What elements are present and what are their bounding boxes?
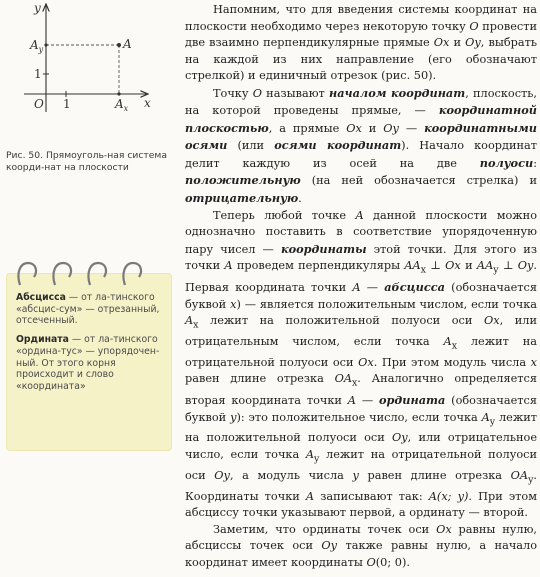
vocabulary-note: [6, 273, 172, 451]
caption-text: Прямоуголь-ная система коорди-нат на плоскости: [6, 150, 167, 173]
term-axes-of-coordinates: осями координат: [274, 138, 402, 153]
figure-caption: [6, 150, 171, 173]
ay-label: $A_y$: [30, 38, 44, 54]
x-axis-label: x: [144, 96, 151, 110]
paragraph-2: Точку O называют началом координат, плоскость, на которой проведены прямые, — координатной плоскостью, а прямые Ox и Oy — координатными осями (или осями координат). Начало координат делит каждую из осей на две полуоси: положительную (на ней обозначается стрелка) и отрицательную.: [185, 85, 538, 206]
paragraph-1: Напомним, что для введения системы координат на плоскости необходимо через некоторую точку O провести две взаимно перпендикулярные прямые Ox и Oy, выбрать на каждой из них направление (его обозначают стрелкой) и единичный отрезок (рис. 50).: [185, 3, 538, 83]
point-a-x: [117, 92, 120, 95]
abscissa-note: [16, 292, 166, 327]
point-a-label: A: [123, 37, 132, 51]
coordinate-plane-diagram: [2, 0, 172, 130]
term-half-axes: полуоси: [479, 155, 534, 170]
coordinate-system-figure: [2, 0, 172, 130]
point-a-y: [44, 43, 47, 46]
spiral-rings-icon: [14, 259, 164, 287]
caption-label: Рис. 50.: [6, 150, 44, 161]
term-coordinates: координаты: [280, 241, 367, 256]
ordinate-definition: — от ла-тинского «ордина-тус» — упорядочен-ный. От этого корня происходит и слово «координата»: [16, 334, 160, 392]
paragraph-3: Теперь любой точке A данной плоскости можно однозначно поставить в соответствие упорядоченную пару чисел — координаты этой точки. Для этого из точки A проведем перпендикуляры $AA_x$ ⊥ Ox и $AA_y$ ⊥ Oy. Первая координата точки A — абсцисса (обозначается буквой x) — является положительным числом, если точка $A_x$ лежит на положительной полуоси оси Ox, или отрицательным числом, если точка $A_x$ лежит на отрицательной полуоси оси Ox. При этом модуль числа x равен длине отрезка $OA_x$. Аналогично определяется вторая координата точки A — ордината (обозначается буквой y): это положительное число, если точка $A_y$ лежит на положительной полуоси оси Oy, или отрицательное число, если точка $A_y$ лежит на отрицательной полуоси оси Oy, а модуль числа y равен длине отрезка $OA_y$. Координаты точки A записывают так: A(x; y). При этом абсциссу точки указывают первой, а ординату — второй.: [185, 208, 538, 520]
abscissa-term: Абсцисса: [16, 292, 66, 303]
term-coordinate-plane: координатной плоскостью: [185, 103, 537, 135]
term-origin: началом координат: [328, 85, 466, 100]
ordinate-term: Ордината: [16, 334, 69, 346]
term-abscissa: абсцисса: [384, 280, 445, 294]
point-a: [117, 43, 121, 47]
paragraph-4: Заметим, что ординаты точек оси Ox равны нулю, абсциссы точек оси Oy также равны нулю, а начало координат имеет координаты O(0; 0).: [185, 522, 538, 569]
ax-label: $A_x$: [115, 97, 129, 113]
y-tick-label: 1: [34, 67, 42, 81]
x-tick-label: 1: [63, 97, 71, 111]
term-positive: положительную: [185, 173, 301, 188]
term-ordinate: ордината: [378, 393, 446, 408]
main-text: [185, 2, 537, 571]
abscissa-definition: — от ла-тинского «абсцис-сум» — отрезанный, отсеченный.: [16, 292, 160, 327]
ordinate-note: [16, 334, 166, 393]
y-axis-label: y: [34, 1, 41, 15]
origin-label: O: [34, 97, 44, 111]
term-negative: отрицательную: [185, 191, 299, 206]
term-coordinate-axes: координатными осями: [185, 120, 537, 153]
